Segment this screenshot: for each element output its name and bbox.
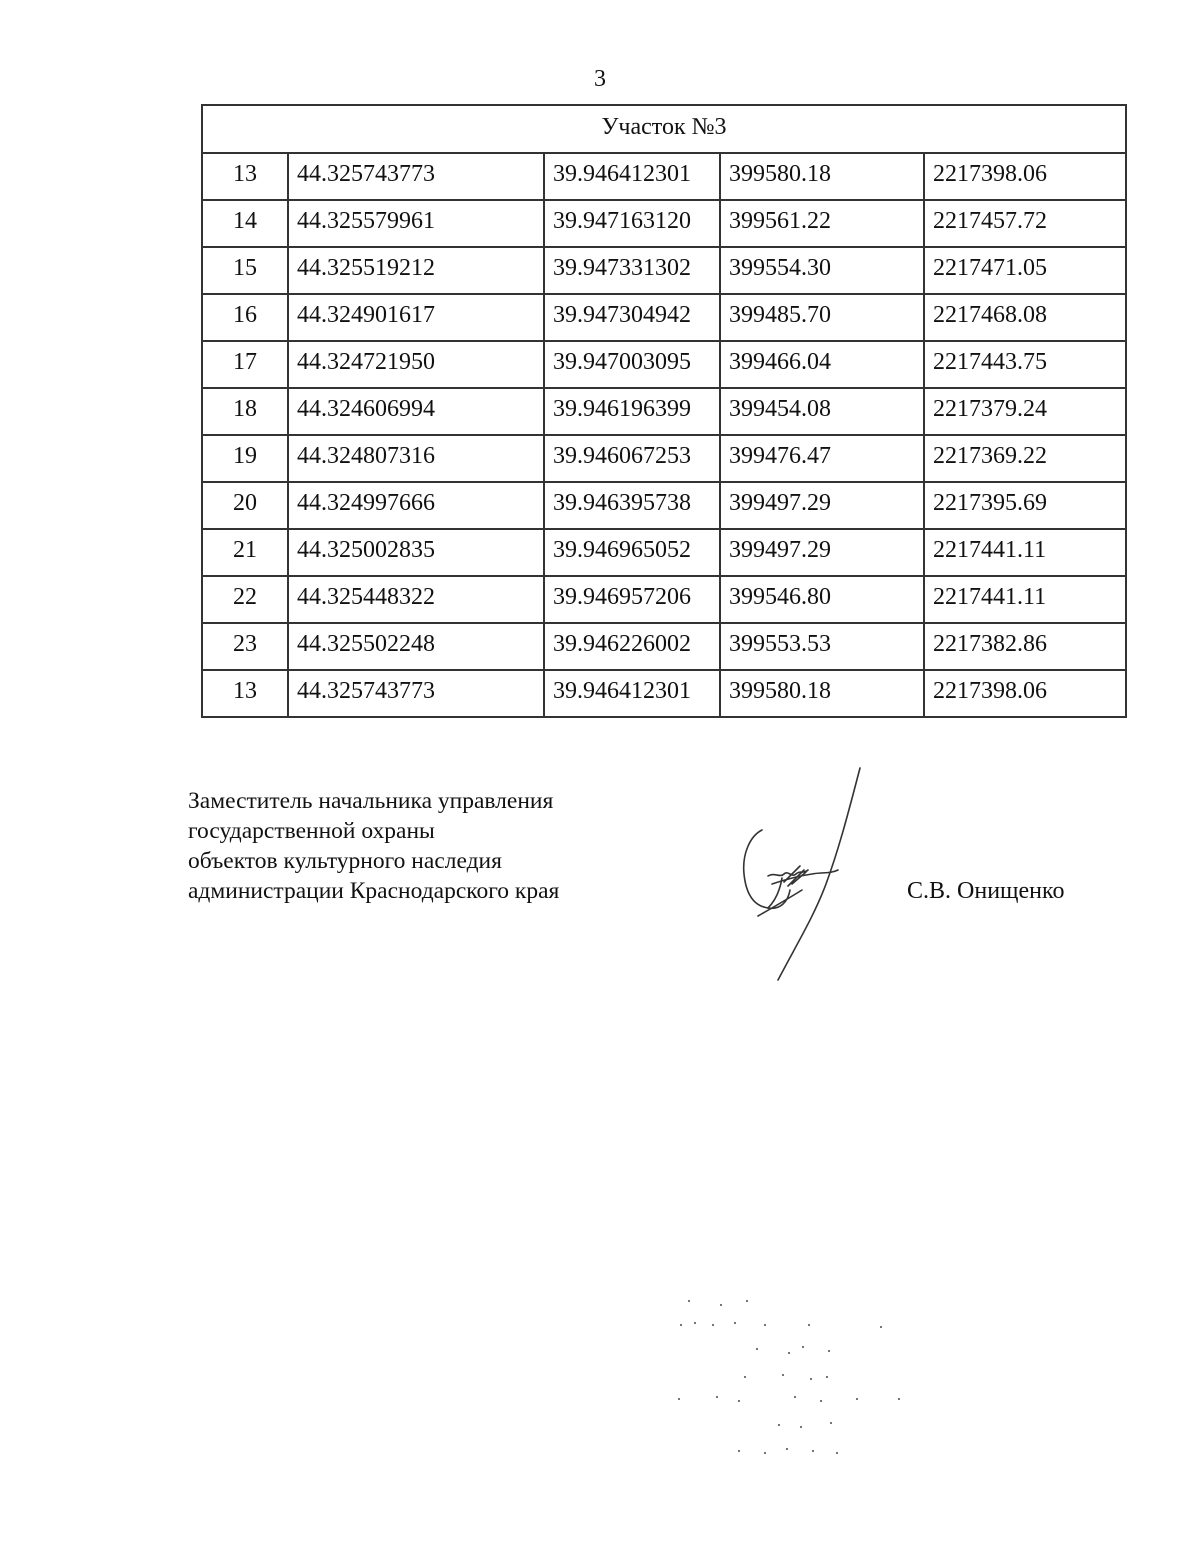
point-number-cell: 15 — [202, 247, 288, 294]
table-row — [202, 623, 1126, 670]
point-number-cell: 19 — [202, 435, 288, 482]
table-row — [202, 435, 1126, 482]
point-number-cell: 17 — [202, 341, 288, 388]
x-coordinate-cell: 399497.29 — [720, 482, 924, 529]
longitude-cell: 39.947003095 — [544, 341, 720, 388]
longitude-cell: 39.946067253 — [544, 435, 720, 482]
y-coordinate-cell: 2217398.06 — [924, 670, 1126, 717]
table-row — [202, 153, 1126, 200]
point-number-cell: 13 — [202, 153, 288, 200]
position-line: государственной охраны — [188, 818, 435, 844]
y-coordinate-cell: 2217382.86 — [924, 623, 1126, 670]
y-coordinate-cell: 2217395.69 — [924, 482, 1126, 529]
table-row — [202, 388, 1126, 435]
table-row — [202, 341, 1126, 388]
y-coordinate-cell: 2217441.11 — [924, 576, 1126, 623]
y-coordinate-cell: 2217443.75 — [924, 341, 1126, 388]
table-row — [202, 576, 1126, 623]
table-row — [202, 247, 1126, 294]
x-coordinate-cell: 399561.22 — [720, 200, 924, 247]
x-coordinate-cell: 399476.47 — [720, 435, 924, 482]
table-row — [202, 294, 1126, 341]
table-row — [202, 529, 1126, 576]
longitude-cell: 39.946965052 — [544, 529, 720, 576]
longitude-cell: 39.947331302 — [544, 247, 720, 294]
coordinates-table — [201, 104, 1127, 718]
handwritten-signature — [728, 766, 878, 986]
y-coordinate-cell: 2217398.06 — [924, 153, 1126, 200]
longitude-cell: 39.946226002 — [544, 623, 720, 670]
point-number-cell: 14 — [202, 200, 288, 247]
x-coordinate-cell: 399454.08 — [720, 388, 924, 435]
x-coordinate-cell: 399553.53 — [720, 623, 924, 670]
page-number: 3 — [594, 66, 606, 92]
position-line: Заместитель начальника управления — [188, 788, 554, 814]
latitude-cell: 44.325502248 — [288, 623, 544, 670]
latitude-cell: 44.325002835 — [288, 529, 544, 576]
y-coordinate-cell: 2217471.05 — [924, 247, 1126, 294]
section-title: Участок №3 — [202, 105, 1126, 153]
x-coordinate-cell: 399580.18 — [720, 153, 924, 200]
longitude-cell: 39.947163120 — [544, 200, 720, 247]
point-number-cell: 21 — [202, 529, 288, 576]
latitude-cell: 44.325448322 — [288, 576, 544, 623]
signatory-position — [188, 786, 559, 906]
x-coordinate-cell: 399497.29 — [720, 529, 924, 576]
point-number-cell: 22 — [202, 576, 288, 623]
table-row — [202, 200, 1126, 247]
point-number-cell: 16 — [202, 294, 288, 341]
table-row — [202, 482, 1126, 529]
longitude-cell: 39.946412301 — [544, 670, 720, 717]
y-coordinate-cell: 2217441.11 — [924, 529, 1126, 576]
point-number-cell: 20 — [202, 482, 288, 529]
table-section-row — [202, 105, 1126, 153]
position-line: объектов культурного наследия — [188, 848, 502, 874]
longitude-cell: 39.946196399 — [544, 388, 720, 435]
latitude-cell: 44.324901617 — [288, 294, 544, 341]
latitude-cell: 44.324997666 — [288, 482, 544, 529]
x-coordinate-cell: 399485.70 — [720, 294, 924, 341]
x-coordinate-cell: 399554.30 — [720, 247, 924, 294]
latitude-cell: 44.325743773 — [288, 153, 544, 200]
table-row — [202, 670, 1126, 717]
longitude-cell: 39.946395738 — [544, 482, 720, 529]
signer-name: С.В. Онищенко — [907, 878, 1065, 904]
latitude-cell: 44.324721950 — [288, 341, 544, 388]
y-coordinate-cell: 2217379.24 — [924, 388, 1126, 435]
latitude-cell: 44.324606994 — [288, 388, 544, 435]
latitude-cell: 44.325519212 — [288, 247, 544, 294]
latitude-cell: 44.325743773 — [288, 670, 544, 717]
longitude-cell: 39.947304942 — [544, 294, 720, 341]
point-number-cell: 13 — [202, 670, 288, 717]
longitude-cell: 39.946412301 — [544, 153, 720, 200]
y-coordinate-cell: 2217457.72 — [924, 200, 1126, 247]
position-line: администрации Краснодарского края — [188, 878, 560, 904]
scan-artifact — [660, 1290, 950, 1490]
point-number-cell: 23 — [202, 623, 288, 670]
longitude-cell: 39.946957206 — [544, 576, 720, 623]
latitude-cell: 44.325579961 — [288, 200, 544, 247]
x-coordinate-cell: 399580.18 — [720, 670, 924, 717]
latitude-cell: 44.324807316 — [288, 435, 544, 482]
y-coordinate-cell: 2217468.08 — [924, 294, 1126, 341]
point-number-cell: 18 — [202, 388, 288, 435]
y-coordinate-cell: 2217369.22 — [924, 435, 1126, 482]
x-coordinate-cell: 399466.04 — [720, 341, 924, 388]
x-coordinate-cell: 399546.80 — [720, 576, 924, 623]
